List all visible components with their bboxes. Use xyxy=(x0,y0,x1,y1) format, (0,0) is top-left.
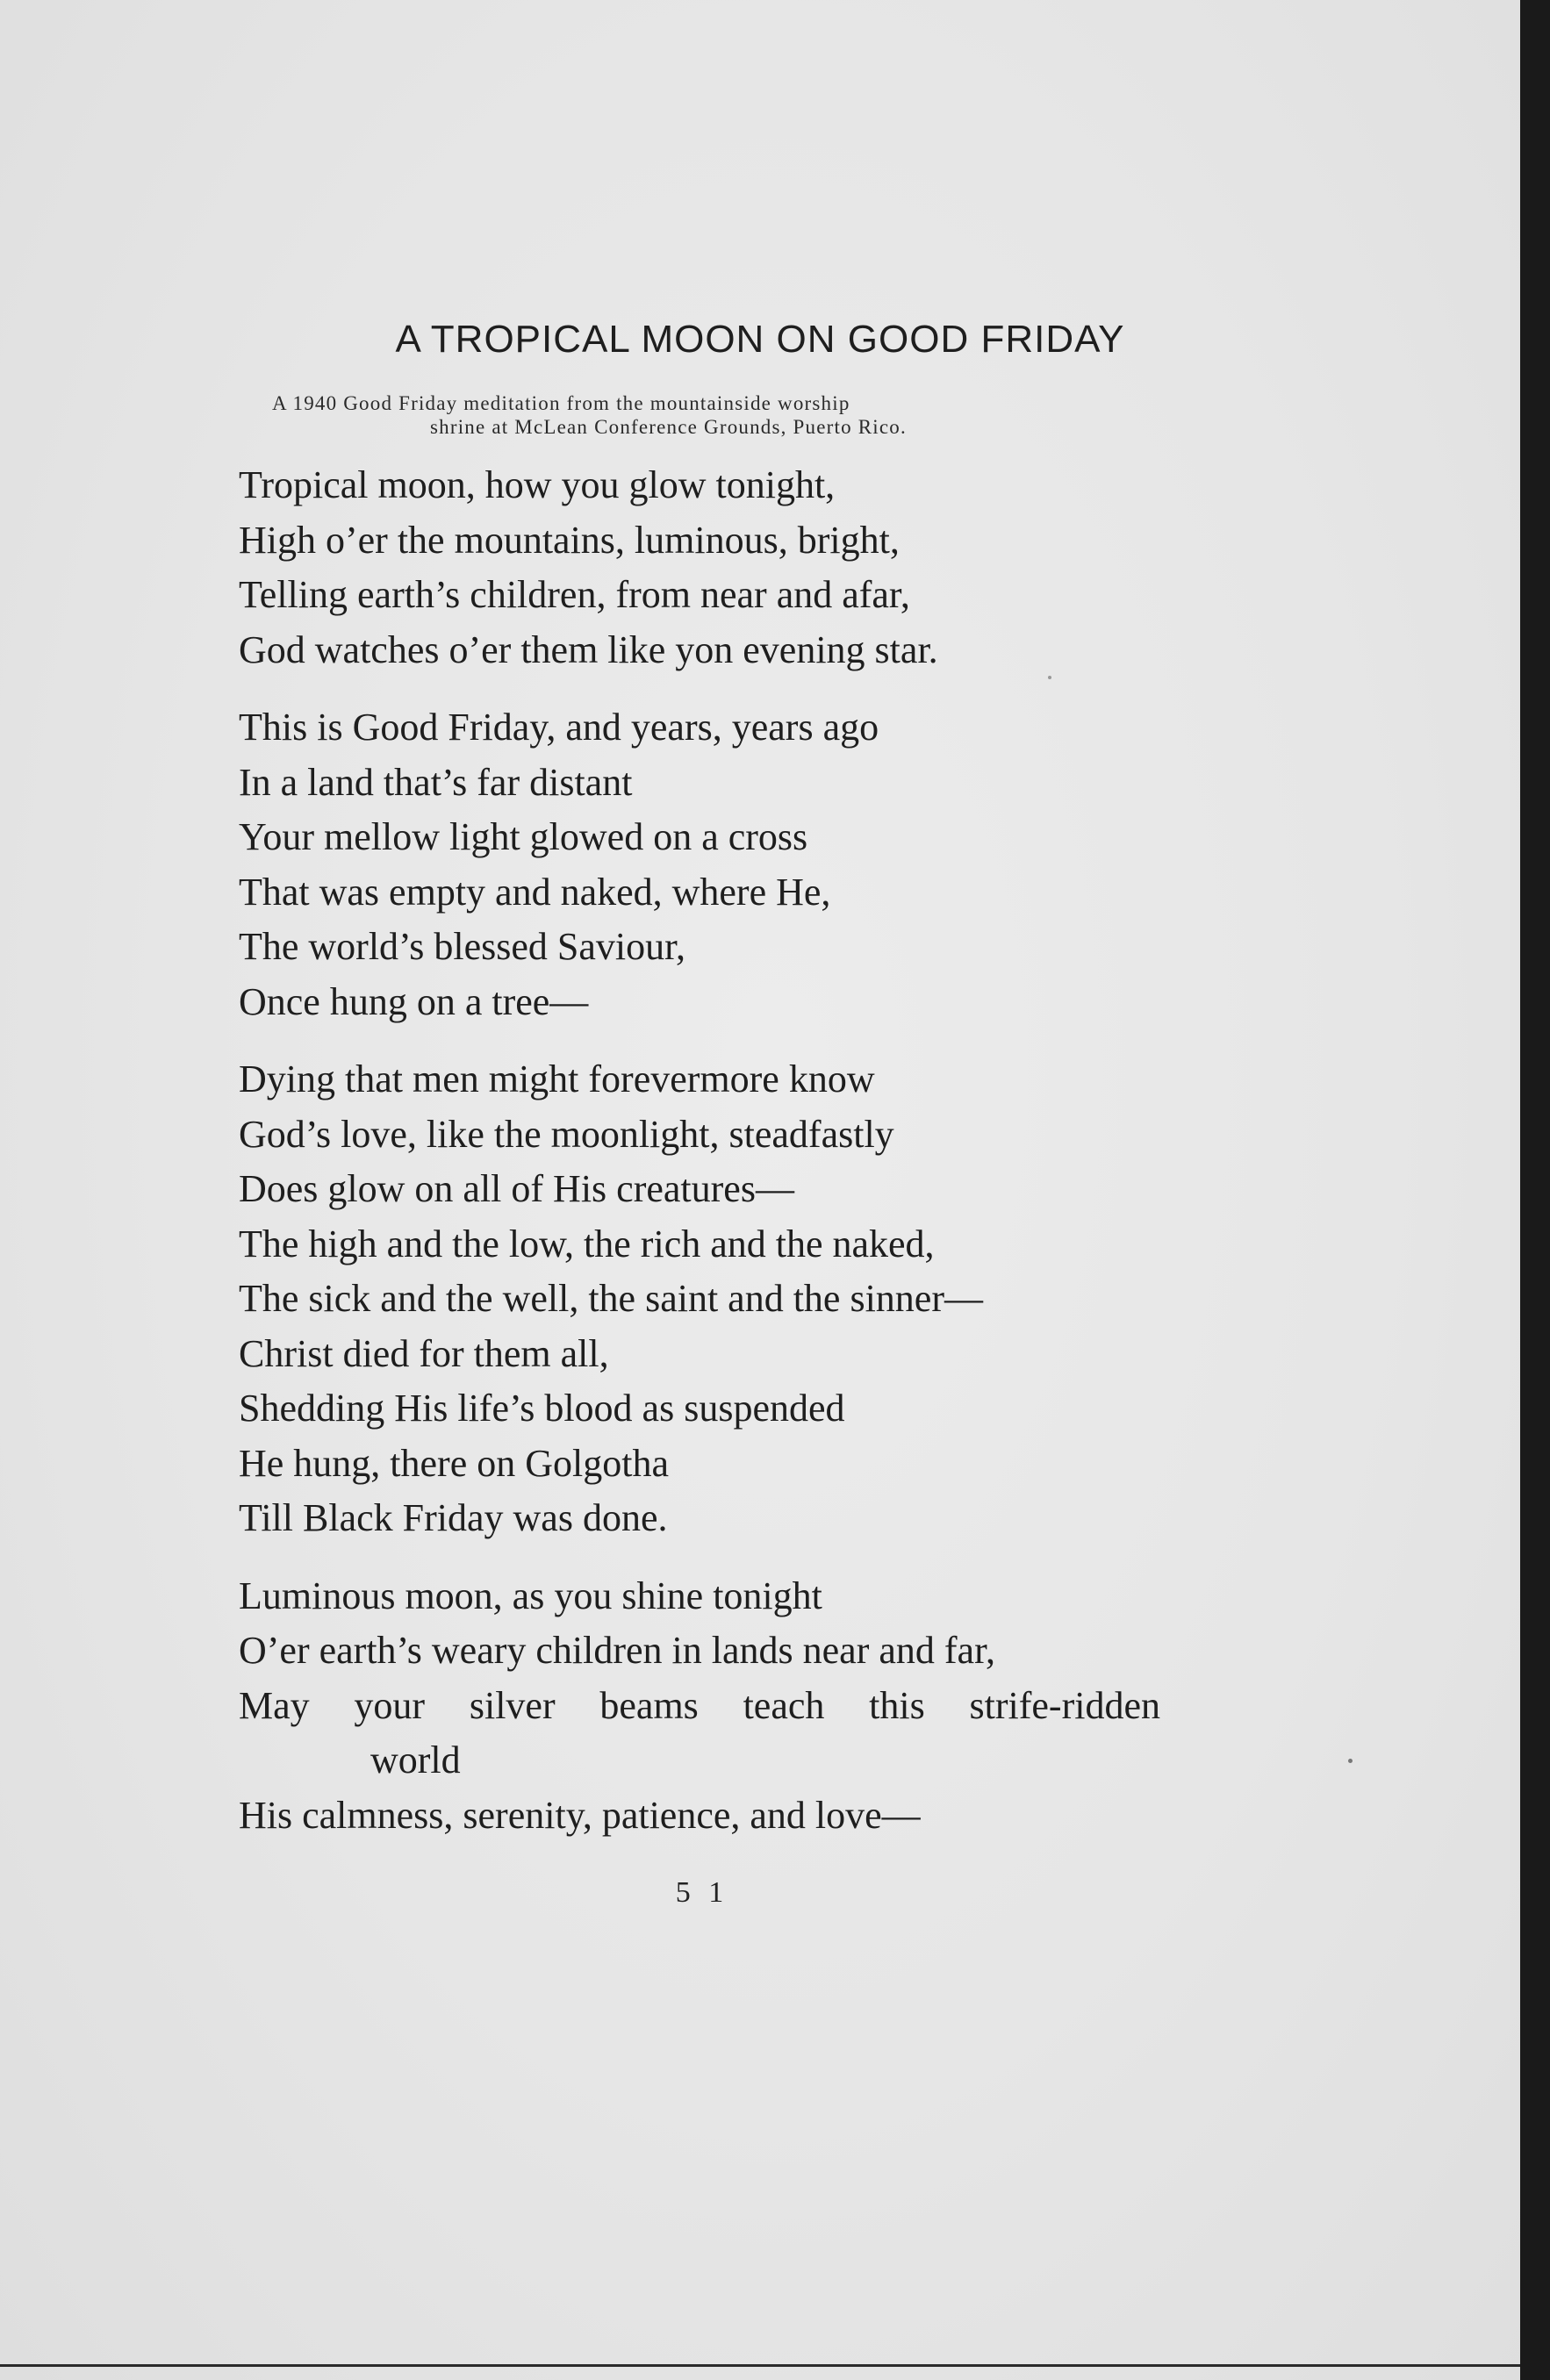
poem-line: God watches o’er them like yon evening star. xyxy=(239,627,938,671)
poem-subtitle xyxy=(272,391,1202,439)
poem-line: Christ died for them all, xyxy=(239,1331,609,1375)
stanza-1 xyxy=(239,458,1160,677)
poem-line: In a land that’s far distant xyxy=(239,760,633,804)
poem-line: God’s love, like the moonlight, steadfastly xyxy=(239,1112,894,1156)
poem-line: Once hung on a tree— xyxy=(239,979,589,1023)
poem-line: He hung, there on Golgotha xyxy=(239,1441,669,1485)
poem-line: The world’s blessed Saviour, xyxy=(239,925,686,968)
poem-line: world xyxy=(370,1738,461,1781)
subtitle-line-1: A 1940 Good Friday meditation from the mountainside worship xyxy=(272,392,850,414)
poem-line: Does glow on all of His creatures— xyxy=(239,1167,794,1210)
scan-bottom-edge xyxy=(0,2364,1520,2367)
poem-line: O’er earth’s weary children in lands near and far, xyxy=(239,1629,995,1672)
poem-title: A TROPICAL MOON ON GOOD FRIDAY xyxy=(395,318,1125,361)
poem-line: Luminous moon, as you shine tonight xyxy=(239,1574,822,1617)
poem-line: This is Good Friday, and years, years ago xyxy=(239,706,879,749)
poem-line: Your mellow light glowed on a cross xyxy=(239,815,808,858)
poem-line: His calmness, serenity, patience, and love— xyxy=(239,1793,921,1837)
subtitle-line-2: shrine at McLean Conference Grounds, Puerto Rico. xyxy=(430,416,907,438)
stanza-4 xyxy=(239,1569,1160,1844)
poem-line: Dying that men might forevermore know xyxy=(239,1057,875,1100)
poem-line: That was empty and naked, where He, xyxy=(239,870,831,914)
stanza-3 xyxy=(239,1052,1160,1546)
poem-line: Till Black Friday was done. xyxy=(239,1496,668,1539)
page-number: 5 1 xyxy=(675,1876,729,1909)
poem-line: May your silver beams teach this strife-ridden xyxy=(239,1683,1160,1727)
stanza-2 xyxy=(239,700,1160,1029)
poem-line: The sick and the well, the saint and the sinner— xyxy=(239,1277,983,1320)
poem-line: The high and the low, the rich and the naked, xyxy=(239,1222,935,1265)
paper-speck xyxy=(1048,676,1051,679)
poem-line: Tropical moon, how you glow tonight, xyxy=(239,463,836,506)
poem-line: Shedding His life’s blood as suspended xyxy=(239,1387,845,1430)
poem-line: Telling earth’s children, from near and afar, xyxy=(239,573,910,616)
scan-right-edge xyxy=(1520,0,1550,2380)
paper-speck xyxy=(1348,1759,1353,1763)
poem-line: High o’er the mountains, luminous, bright, xyxy=(239,518,900,562)
poem-body xyxy=(239,458,1160,1866)
